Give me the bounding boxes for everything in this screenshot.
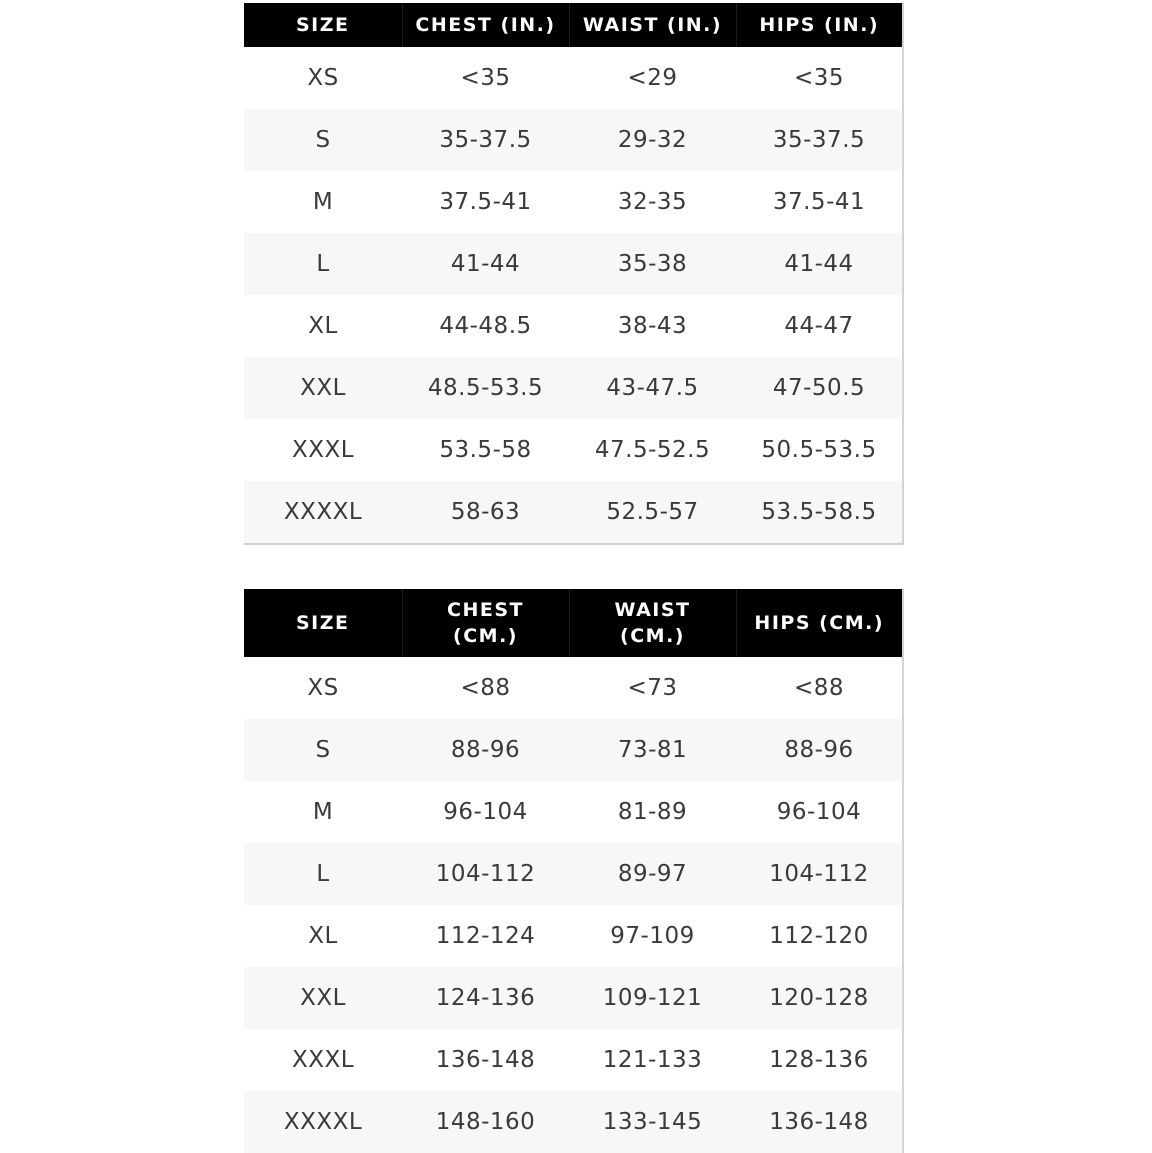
chest-cell: 104-112 (402, 843, 569, 905)
hips-cell: 136-148 (736, 1091, 903, 1153)
chest-cell: 48.5-53.5 (402, 357, 569, 419)
table-row (244, 109, 903, 171)
column-header-chest: CHEST (CM.) (402, 589, 569, 657)
table-row (244, 905, 903, 967)
table-header-row (244, 589, 903, 657)
chest-cell: 124-136 (402, 967, 569, 1029)
column-header-chest: CHEST (IN.) (402, 3, 569, 47)
hips-cell: 41-44 (736, 233, 903, 295)
size-cell: XXL (244, 357, 402, 419)
waist-cell: <73 (569, 657, 736, 719)
hips-cell: 53.5-58.5 (736, 481, 903, 544)
table-row (244, 171, 903, 233)
size-cell: XXL (244, 967, 402, 1029)
chest-cell: 88-96 (402, 719, 569, 781)
hips-cell: 47-50.5 (736, 357, 903, 419)
size-cell: XXXL (244, 419, 402, 481)
waist-cell: 43-47.5 (569, 357, 736, 419)
hips-cell: 128-136 (736, 1029, 903, 1091)
hips-cell: 104-112 (736, 843, 903, 905)
chest-cell: <35 (402, 47, 569, 109)
chest-cell: 44-48.5 (402, 295, 569, 357)
table-row (244, 657, 903, 719)
table-row (244, 295, 903, 357)
chest-cell: 35-37.5 (402, 109, 569, 171)
column-header-waist: WAIST (IN.) (569, 3, 736, 47)
size-cell: XS (244, 657, 402, 719)
size-cell: XL (244, 295, 402, 357)
chest-cell: 136-148 (402, 1029, 569, 1091)
chest-cell: <88 (402, 657, 569, 719)
waist-cell: 81-89 (569, 781, 736, 843)
waist-cell: 35-38 (569, 233, 736, 295)
table-header-row (244, 3, 903, 47)
column-header-waist: WAIST (CM.) (569, 589, 736, 657)
table-row (244, 357, 903, 419)
table-row (244, 481, 903, 544)
size-cell: S (244, 109, 402, 171)
size-cell: XXXXL (244, 481, 402, 544)
size-cell: M (244, 171, 402, 233)
chest-cell: 58-63 (402, 481, 569, 544)
table-row (244, 719, 903, 781)
hips-cell: 50.5-53.5 (736, 419, 903, 481)
hips-cell: <88 (736, 657, 903, 719)
size-cell: L (244, 843, 402, 905)
waist-cell: 32-35 (569, 171, 736, 233)
hips-cell: 88-96 (736, 719, 903, 781)
table-row (244, 419, 903, 481)
table-row (244, 47, 903, 109)
size-cell: XS (244, 47, 402, 109)
hips-cell: 37.5-41 (736, 171, 903, 233)
size-chart-cm-table (244, 589, 904, 1153)
column-header-hips: HIPS (IN.) (736, 3, 903, 47)
waist-cell: 52.5-57 (569, 481, 736, 544)
size-cell: XXXXL (244, 1091, 402, 1153)
size-cell: XXXL (244, 1029, 402, 1091)
waist-cell: 89-97 (569, 843, 736, 905)
size-cell: L (244, 233, 402, 295)
table-row (244, 843, 903, 905)
hips-cell: 112-120 (736, 905, 903, 967)
table-row (244, 967, 903, 1029)
hips-cell: 35-37.5 (736, 109, 903, 171)
waist-cell: 73-81 (569, 719, 736, 781)
hips-cell: 96-104 (736, 781, 903, 843)
chest-cell: 96-104 (402, 781, 569, 843)
table-row (244, 1091, 903, 1153)
size-cell: M (244, 781, 402, 843)
waist-cell: 38-43 (569, 295, 736, 357)
hips-cell: <35 (736, 47, 903, 109)
column-header-hips: HIPS (CM.) (736, 589, 903, 657)
waist-cell: 121-133 (569, 1029, 736, 1091)
waist-cell: 47.5-52.5 (569, 419, 736, 481)
table-row (244, 781, 903, 843)
size-cell: S (244, 719, 402, 781)
chest-cell: 148-160 (402, 1091, 569, 1153)
chest-cell: 53.5-58 (402, 419, 569, 481)
waist-cell: <29 (569, 47, 736, 109)
hips-cell: 120-128 (736, 967, 903, 1029)
column-header-size: SIZE (244, 3, 402, 47)
waist-cell: 97-109 (569, 905, 736, 967)
chest-cell: 37.5-41 (402, 171, 569, 233)
waist-cell: 29-32 (569, 109, 736, 171)
hips-cell: 44-47 (736, 295, 903, 357)
chest-cell: 112-124 (402, 905, 569, 967)
size-chart-inches-table (244, 3, 904, 545)
table-row (244, 233, 903, 295)
size-cell: XL (244, 905, 402, 967)
table-row (244, 1029, 903, 1091)
waist-cell: 109-121 (569, 967, 736, 1029)
waist-cell: 133-145 (569, 1091, 736, 1153)
column-header-size: SIZE (244, 589, 402, 657)
chest-cell: 41-44 (402, 233, 569, 295)
